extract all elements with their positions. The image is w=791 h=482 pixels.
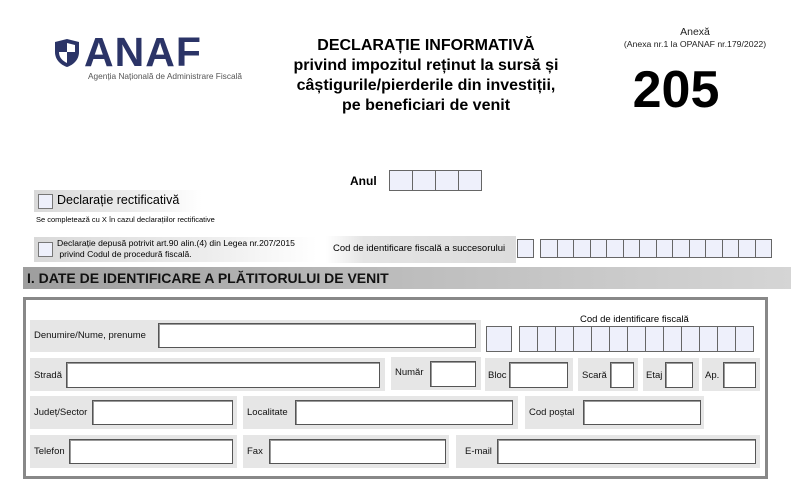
cod-postal-input[interactable] — [583, 400, 701, 425]
annex-label: Anexă — [680, 26, 710, 38]
art90-label-line: privind Codul de procedură fiscală. — [57, 249, 192, 259]
anaf-logo — [54, 29, 243, 86]
bloc-label: Bloc — [488, 370, 507, 381]
denumire-label: Denumire/Nume, prenume — [34, 330, 146, 341]
title-line: câștigurile/pierderile din investiții, — [296, 77, 556, 94]
year-input[interactable] — [389, 170, 482, 191]
successor-cif-input[interactable] — [540, 239, 772, 258]
cif-cell[interactable] — [681, 326, 700, 352]
ap-label: Ap. — [705, 370, 720, 381]
ap-input[interactable] — [723, 362, 756, 388]
form-title — [262, 36, 590, 116]
judet-input[interactable] — [92, 400, 233, 425]
successor-cif-cell[interactable] — [672, 239, 690, 258]
year-label: Anul — [350, 174, 377, 188]
numar-input[interactable] — [430, 361, 476, 387]
successor-cif-cell[interactable] — [705, 239, 723, 258]
denumire-input[interactable] — [158, 323, 476, 348]
cif-input[interactable] — [519, 326, 754, 352]
bloc-input[interactable] — [509, 362, 568, 388]
year-digit-cell[interactable] — [458, 170, 482, 191]
section-title: I. DATE DE IDENTIFICARE A PLĂTITORULUI DE VENIT — [27, 270, 389, 286]
scara-input[interactable] — [610, 362, 634, 388]
fax-input[interactable] — [269, 439, 446, 464]
rectificativa-checkbox[interactable] — [38, 194, 53, 209]
cif-cell[interactable] — [663, 326, 682, 352]
successor-cif-cell[interactable] — [738, 239, 756, 258]
etaj-input[interactable] — [665, 362, 693, 388]
judet-label: Județ/Sector — [34, 407, 88, 418]
fax-label: Fax — [247, 446, 263, 457]
year-digit-cell[interactable] — [412, 170, 436, 191]
shield-icon — [54, 38, 80, 68]
successor-cif-label: Cod de identificare fiscală a succesorului — [333, 243, 506, 254]
annex-reference: (Anexa nr.1 la OPANAF nr.179/2022) — [623, 39, 767, 49]
cif-cell[interactable] — [519, 326, 538, 352]
year-digit-cell[interactable] — [435, 170, 459, 191]
art90-label — [57, 238, 295, 260]
successor-cif-cell[interactable] — [590, 239, 608, 258]
successor-cif-cell[interactable] — [557, 239, 575, 258]
strada-input[interactable] — [66, 362, 380, 388]
cif-cell[interactable] — [573, 326, 592, 352]
cod-postal-label: Cod poștal — [529, 407, 575, 418]
title-line: DECLARAȚIE INFORMATIVĂ — [317, 37, 535, 54]
successor-cif-cell[interactable] — [540, 239, 558, 258]
telefon-label: Telefon — [34, 446, 65, 457]
successor-cif-cell[interactable] — [573, 239, 591, 258]
telefon-input[interactable] — [69, 439, 233, 464]
successor-cif-cell[interactable] — [623, 239, 641, 258]
etaj-label: Etaj — [646, 370, 663, 381]
year-digit-cell[interactable] — [389, 170, 413, 191]
annex-info — [600, 26, 790, 49]
localitate-label: Localitate — [247, 407, 288, 418]
cif-cell[interactable] — [591, 326, 610, 352]
cif-cell[interactable] — [717, 326, 736, 352]
successor-cif-prefix-cell[interactable] — [517, 239, 534, 258]
strada-label: Stradă — [34, 370, 62, 381]
title-line: pe beneficiari de venit — [341, 97, 511, 114]
email-label: E-mail — [465, 446, 492, 457]
successor-cif-cell[interactable] — [755, 239, 773, 258]
cif-cell[interactable] — [699, 326, 718, 352]
successor-cif-cell[interactable] — [722, 239, 740, 258]
art90-checkbox[interactable] — [38, 242, 53, 257]
cif-cell[interactable] — [537, 326, 556, 352]
successor-cif-cell[interactable] — [606, 239, 624, 258]
logo-brand: ANAF — [84, 29, 202, 75]
successor-cif-cell[interactable] — [656, 239, 674, 258]
title-line: privind impozitul reținut la sursă și — [293, 57, 559, 74]
cif-cell[interactable] — [555, 326, 574, 352]
rectificativa-note: Se completează cu X în cazul declarațiilor rectificative — [36, 215, 215, 224]
successor-cif-cell[interactable] — [639, 239, 657, 258]
cif-cell[interactable] — [735, 326, 754, 352]
art90-label-line: Declarație depusă potrivit art.90 alin.(4) din Legea nr.207/2015 — [57, 238, 295, 248]
cif-label: Cod de identificare fiscală — [580, 314, 689, 325]
cif-cell[interactable] — [627, 326, 646, 352]
rectificativa-label: Declarație rectificativă — [57, 193, 180, 207]
form-number: 205 — [632, 61, 720, 119]
logo-subtitle: Agenția Națională de Administrare Fiscală — [88, 71, 243, 81]
email-input[interactable] — [497, 439, 756, 464]
cif-prefix-cell[interactable] — [486, 326, 512, 352]
localitate-input[interactable] — [295, 400, 513, 425]
successor-cif-cell[interactable] — [689, 239, 707, 258]
cif-cell[interactable] — [645, 326, 664, 352]
scara-label: Scară — [582, 370, 607, 381]
cif-cell[interactable] — [609, 326, 628, 352]
numar-label: Număr — [395, 367, 424, 378]
